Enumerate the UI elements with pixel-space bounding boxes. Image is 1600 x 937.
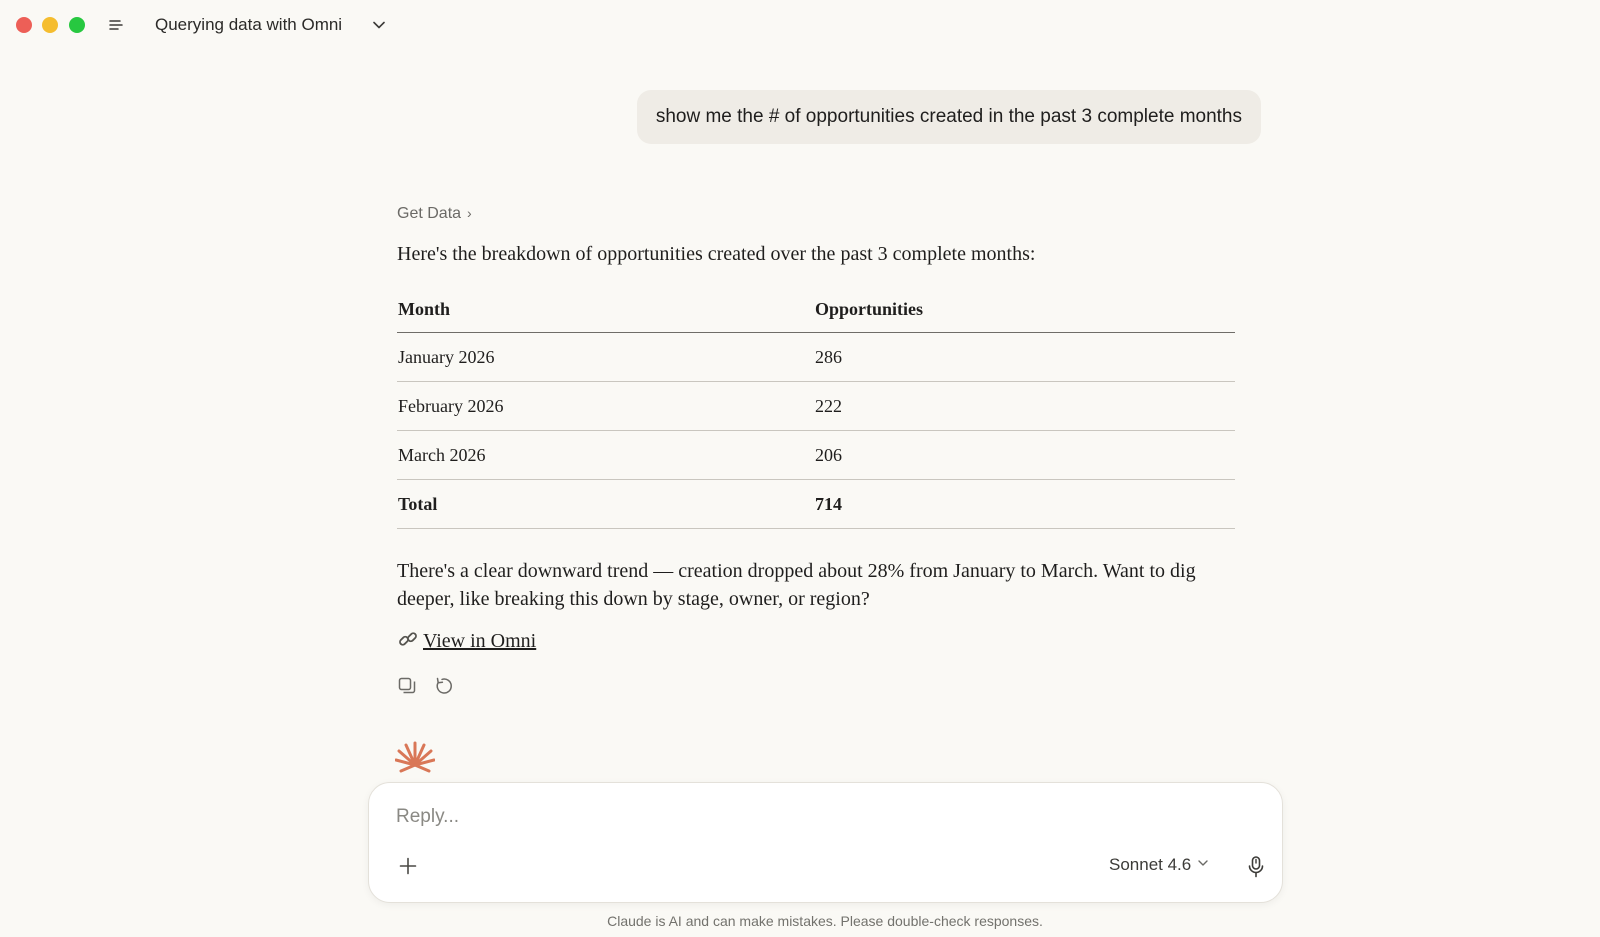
reply-input[interactable] [394, 805, 998, 829]
table-total-value: 714 [815, 493, 842, 514]
table-cell-month: February 2026 [398, 395, 504, 416]
column-header-month: Month [398, 298, 451, 319]
column-header-opportunities: Opportunities [815, 298, 924, 319]
ai-disclaimer: Claude is AI and can make mistakes. Please double-check responses. [607, 913, 1043, 929]
view-in-omni-link[interactable] [397, 627, 536, 655]
results-table [397, 286, 1235, 529]
table-total-row [397, 480, 1235, 529]
view-in-omni-link-text[interactable]: View in Omni [423, 630, 537, 652]
table-header-row [397, 286, 1235, 333]
link-icon [397, 628, 419, 650]
user-message: show me the # of opportunities created in the past 3 complete months [637, 90, 1261, 144]
table-cell-count: 206 [815, 444, 842, 465]
claude-logo-icon [395, 739, 435, 773]
minimize-window-button[interactable] [42, 17, 58, 33]
table-cell-month: January 2026 [398, 346, 495, 367]
tool-call-toggle[interactable] [397, 205, 472, 223]
sidebar-menu-icon[interactable] [108, 18, 124, 32]
chevron-right-icon: › [467, 205, 472, 221]
add-attachment-icon[interactable] [398, 856, 418, 876]
reply-composer [368, 782, 1283, 903]
table-cell-month: March 2026 [398, 444, 486, 465]
conversation-title[interactable]: Querying data with Omni [155, 15, 343, 34]
microphone-icon[interactable] [1246, 855, 1266, 879]
table-row [397, 431, 1235, 480]
model-selector-label: Sonnet 4.6 [1109, 855, 1192, 874]
table-cell-count: 286 [815, 346, 842, 367]
chevron-down-icon[interactable] [372, 18, 386, 32]
table-total-label: Total [398, 493, 438, 514]
copy-icon[interactable] [397, 676, 417, 696]
maximize-window-button[interactable] [69, 17, 85, 33]
tool-call-label: Get Data [397, 205, 462, 222]
response-intro: Here's the breakdown of opportunities created over the past 3 complete months: [397, 243, 1036, 265]
model-selector[interactable] [1109, 855, 1209, 875]
table-cell-count: 222 [815, 395, 842, 416]
table-row [397, 333, 1235, 382]
retry-icon[interactable] [434, 676, 454, 696]
response-summary: There's a clear downward trend — creation dropped about 28% from January to March. Want to dig deeper, like breaking this down by stage, owner, or region? [397, 560, 1196, 610]
table-row [397, 382, 1235, 431]
close-window-button[interactable] [16, 17, 32, 33]
chevron-down-icon [1197, 857, 1209, 869]
